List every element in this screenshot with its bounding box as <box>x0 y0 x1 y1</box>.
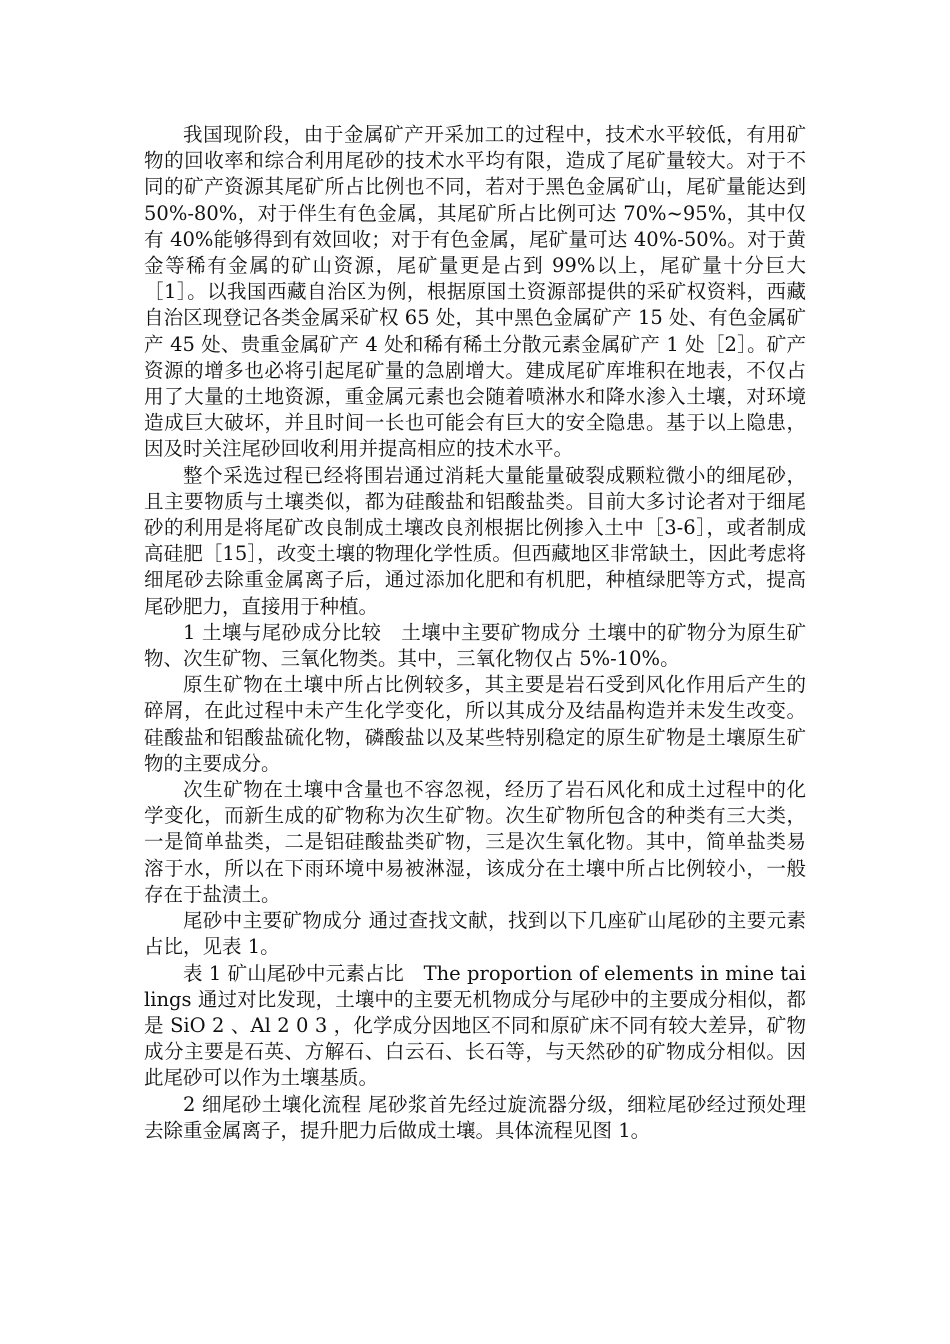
paragraph-secondary-minerals: 次生矿物在土壤中含量也不容忽视，经历了岩石风化和成土过程中的化学变化，而新生成的矿物称为次生矿物。次生矿物所包含的种类有三大类，一是简单盐类，二是铝硅酸盐类矿物，三是次生氧化物。其中，简单盐类易溶于水，所以在下雨环境中易被淋湿，该成分在土壤中所占比例较小，一般存在于盐渍土。 <box>144 778 806 906</box>
paragraph-process-flow: 2 细尾砂土壤化流程 尾砂浆首先经过旋流器分级，细粒尾砂经过预处理去除重金属离子，提升肥力后做成土壤。具体流程见图 1。 <box>144 1092 806 1142</box>
paragraph-soil-minerals: 1 土壤与尾砂成分比较 土壤中主要矿物成分 土壤中的矿物分为原生矿物、次生矿物、三氧化物类。其中，三氧化物仅占 5%-10%。 <box>144 620 806 671</box>
paragraph-fine-tailings-use: 整个采选过程已经将围岩通过消耗大量能量破裂成颗粒微小的细尾砂，且主要物质与土壤类似，都为硅酸盐和铝酸盐类。目前大多讨论者对于细尾砂的利用是将尾矿改良制成土壤改良剂根据比例掺入土中［3-6］，或者制成高硅肥［15］，改变土壤的物理化学性质。但西藏地区非常缺土，因此考虑将细尾砂去除重金属离子后，通过添加化肥和有机肥，种植绿肥等方式，提高尾砂肥力，直接用于种植。 <box>144 463 806 618</box>
paragraph-primary-minerals: 原生矿物在土壤中所占比例较多，其主要是岩石受到风化作用后产生的碎屑，在此过程中未产生化学变化，所以其成分及结晶构造并未发生改变。硅酸盐和铝酸盐硫化物，磷酸盐以及某些特别稳定的原生矿物是土壤原生矿物的主要成分。 <box>144 673 806 775</box>
paragraph-table-1: 表 1 矿山尾砂中元素占比 The proportion of elements in mine tailings 通过对比发现，土壤中的主要无机物成分与尾砂中的主要成分相似，都是 SiO 2 、Al 2 0 3 ，化学成分因地区不同和原矿床不同有较大差异，矿物成分主要是石英、方解石、白云石、长石等，与天然砂的矿物成分相似。因此尾砂可以作为土壤基质。 <box>144 961 806 1090</box>
body-text <box>144 122 806 1144</box>
paragraph-tailings-overview: 我国现阶段，由于金属矿产开采加工的过程中，技术水平较低，有用矿物的回收率和综合利用尾砂的技术水平均有限，造成了尾矿量较大。对于不同的矿产资源其尾矿所占比例也不同，若对于黑色金属矿山，尾矿量能达到 50%-80%，对于伴生有色金属，其尾矿所占比例可达 70%~95%，其中仅有 40%能够得到有效回收；对于有色金属，尾矿量可达 40%-50%。对于黄金等稀有金属的矿山资源，尾矿量更是占到 99%以上，尾矿量十分巨大［1］。以我国西藏自治区为例，根据原国土资源部提供的采矿权资料，西藏自治区现登记各类金属采矿权 65 处，其中黑色金属矿产 15 处、有色金属矿产 45 处、贵重金属矿产 4 处和稀有稀土分散元素金属矿产 1 处［2］。矿产资源的增多也必将引起尾矿量的急剧增大。建成尾矿库堆积在地表，不仅占用了大量的土地资源，重金属元素也会随着喷淋水和降水渗入土壤，对环境造成巨大破坏，并且时间一长也可能会有巨大的安全隐患。基于以上隐患，因及时关注尾砂回收利用并提高相应的技术水平。 <box>144 123 806 461</box>
paragraph-tailings-minerals: 尾砂中主要矿物成分 通过查找文献，找到以下几座矿山尾砂的主要元素占比，见表 1。 <box>144 909 806 959</box>
